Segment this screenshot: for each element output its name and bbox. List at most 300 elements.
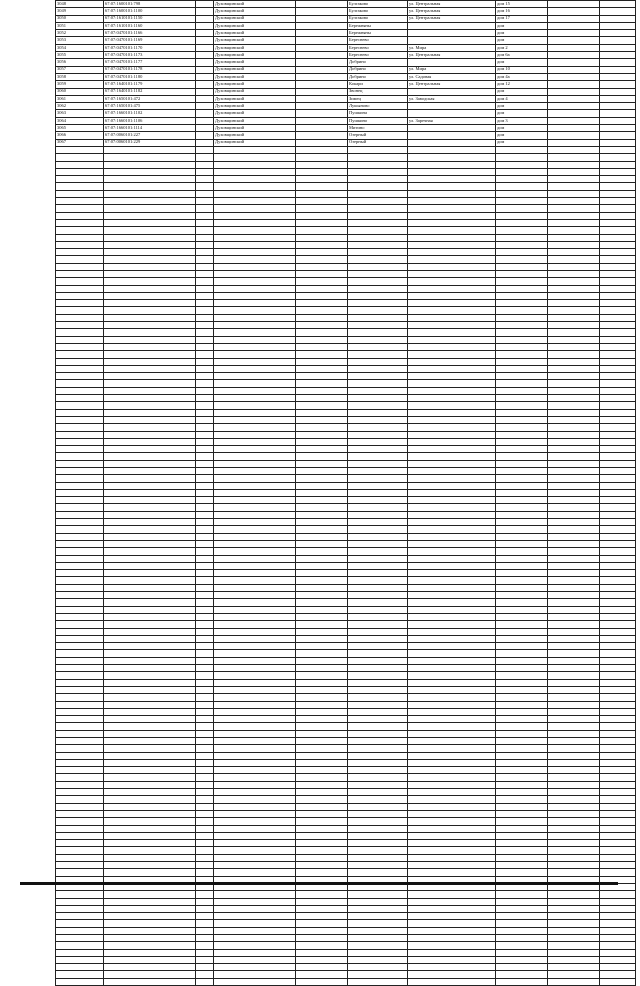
cell-extra2 bbox=[600, 263, 636, 270]
cell-district bbox=[214, 358, 296, 365]
cell-house bbox=[496, 249, 548, 256]
cell-extra1 bbox=[548, 438, 600, 445]
cell-code bbox=[104, 789, 196, 796]
cell-house bbox=[496, 358, 548, 365]
cell-num bbox=[56, 555, 104, 562]
cell-district: Духовщинский bbox=[214, 66, 296, 73]
table-row bbox=[56, 380, 636, 387]
cell-code bbox=[104, 249, 196, 256]
cell-street bbox=[408, 511, 496, 518]
cell-locality bbox=[348, 555, 408, 562]
table-row bbox=[56, 737, 636, 744]
cell-street bbox=[408, 905, 496, 912]
cell-district: Духовщинский bbox=[214, 95, 296, 102]
cell-locality-type bbox=[296, 716, 348, 723]
cell-extra1 bbox=[548, 154, 600, 161]
cell-locality-type bbox=[296, 759, 348, 766]
cell-house bbox=[496, 146, 548, 153]
table-row bbox=[56, 219, 636, 226]
cell-district bbox=[214, 409, 296, 416]
cell-num: 3058 bbox=[56, 73, 104, 80]
cell-extra1 bbox=[548, 431, 600, 438]
cell-code bbox=[104, 519, 196, 526]
cell-extra2 bbox=[600, 358, 636, 365]
cell-code bbox=[104, 402, 196, 409]
cell-street bbox=[408, 30, 496, 37]
cell-house bbox=[496, 898, 548, 905]
cell-extra2 bbox=[600, 920, 636, 927]
cell-code bbox=[104, 190, 196, 197]
cell-extra2 bbox=[600, 103, 636, 110]
cell-house bbox=[496, 913, 548, 920]
table-row bbox=[56, 898, 636, 905]
cell-num bbox=[56, 621, 104, 628]
cell-street bbox=[408, 300, 496, 307]
cell-locality bbox=[348, 504, 408, 511]
table-row bbox=[56, 438, 636, 445]
cell-blank bbox=[196, 1, 214, 8]
cell-code bbox=[104, 650, 196, 657]
table-row bbox=[56, 424, 636, 431]
cell-extra1 bbox=[548, 679, 600, 686]
cell-blank bbox=[196, 621, 214, 628]
cell-extra2 bbox=[600, 424, 636, 431]
cell-locality bbox=[348, 840, 408, 847]
cell-extra1 bbox=[548, 489, 600, 496]
cell-street bbox=[408, 606, 496, 613]
cell-blank bbox=[196, 628, 214, 635]
cell-district bbox=[214, 241, 296, 248]
cell-code bbox=[104, 694, 196, 701]
cell-district bbox=[214, 810, 296, 817]
cell-code: 67:07:0470101:1178 bbox=[104, 66, 196, 73]
cell-extra2 bbox=[600, 657, 636, 664]
cell-code bbox=[104, 927, 196, 934]
table-row bbox=[56, 343, 636, 350]
cell-district bbox=[214, 176, 296, 183]
cell-district bbox=[214, 891, 296, 898]
cell-locality: Булгаково bbox=[348, 1, 408, 8]
cell-locality bbox=[348, 767, 408, 774]
cell-extra2 bbox=[600, 577, 636, 584]
cell-code: 67:07:0060101:229 bbox=[104, 139, 196, 146]
cell-house bbox=[496, 292, 548, 299]
cell-blank bbox=[196, 891, 214, 898]
cell-street bbox=[408, 37, 496, 44]
cell-extra1 bbox=[548, 300, 600, 307]
cell-street bbox=[408, 416, 496, 423]
cell-house bbox=[496, 964, 548, 971]
cell-num bbox=[56, 789, 104, 796]
cell-street bbox=[408, 351, 496, 358]
cell-extra2 bbox=[600, 716, 636, 723]
cell-blank bbox=[196, 767, 214, 774]
cell-num bbox=[56, 146, 104, 153]
cell-blank bbox=[196, 73, 214, 80]
cell-house bbox=[496, 241, 548, 248]
cell-locality bbox=[348, 891, 408, 898]
cell-district bbox=[214, 920, 296, 927]
cell-code bbox=[104, 343, 196, 350]
table-row bbox=[56, 278, 636, 285]
cell-extra1 bbox=[548, 190, 600, 197]
cell-num bbox=[56, 898, 104, 905]
cell-blank bbox=[196, 154, 214, 161]
cell-locality bbox=[348, 956, 408, 963]
cell-locality bbox=[348, 322, 408, 329]
table-row bbox=[56, 913, 636, 920]
cell-house bbox=[496, 847, 548, 854]
cell-locality-type bbox=[296, 606, 348, 613]
cell-extra1 bbox=[548, 468, 600, 475]
cell-code bbox=[104, 358, 196, 365]
cell-district bbox=[214, 540, 296, 547]
cell-num bbox=[56, 891, 104, 898]
cell-house: дом bbox=[496, 110, 548, 117]
table-row bbox=[56, 241, 636, 248]
cell-code bbox=[104, 767, 196, 774]
cell-locality-type bbox=[296, 672, 348, 679]
cell-house bbox=[496, 475, 548, 482]
cell-blank bbox=[196, 190, 214, 197]
table-row bbox=[56, 672, 636, 679]
cell-house bbox=[496, 723, 548, 730]
cell-street bbox=[408, 285, 496, 292]
cell-locality-type bbox=[296, 730, 348, 737]
cell-locality: Озерный bbox=[348, 139, 408, 146]
cell-code bbox=[104, 533, 196, 540]
cell-locality bbox=[348, 935, 408, 942]
cell-extra1 bbox=[548, 964, 600, 971]
cell-house bbox=[496, 519, 548, 526]
cell-blank bbox=[196, 511, 214, 518]
cell-house bbox=[496, 395, 548, 402]
table-row bbox=[56, 431, 636, 438]
cell-locality bbox=[348, 329, 408, 336]
cell-blank bbox=[196, 402, 214, 409]
cell-house bbox=[496, 701, 548, 708]
cell-house bbox=[496, 832, 548, 839]
cell-code bbox=[104, 599, 196, 606]
cell-code bbox=[104, 365, 196, 372]
cell-locality bbox=[348, 847, 408, 854]
cell-district bbox=[214, 737, 296, 744]
cell-house: дом 12 bbox=[496, 81, 548, 88]
table-row bbox=[56, 1, 636, 8]
cell-locality-type bbox=[296, 139, 348, 146]
cell-street bbox=[408, 818, 496, 825]
cell-blank bbox=[196, 322, 214, 329]
cell-code bbox=[104, 956, 196, 963]
cell-street bbox=[408, 161, 496, 168]
cell-district: Духовщинский bbox=[214, 37, 296, 44]
table-row bbox=[56, 927, 636, 934]
cell-code bbox=[104, 752, 196, 759]
table-row bbox=[56, 395, 636, 402]
cell-district bbox=[214, 190, 296, 197]
cell-code: 67:07:1640101:1182 bbox=[104, 88, 196, 95]
cell-district bbox=[214, 460, 296, 467]
cell-num bbox=[56, 519, 104, 526]
cell-house bbox=[496, 190, 548, 197]
cell-district bbox=[214, 395, 296, 402]
cell-locality-type bbox=[296, 971, 348, 978]
cell-extra1 bbox=[548, 723, 600, 730]
cell-locality-type bbox=[296, 146, 348, 153]
cell-locality-type bbox=[296, 650, 348, 657]
cell-code bbox=[104, 854, 196, 861]
cell-num bbox=[56, 351, 104, 358]
cell-locality-type bbox=[296, 365, 348, 372]
cell-num: 3048 bbox=[56, 1, 104, 8]
table-row bbox=[56, 599, 636, 606]
cell-locality bbox=[348, 365, 408, 372]
cell-extra2 bbox=[600, 431, 636, 438]
cell-blank bbox=[196, 672, 214, 679]
table-row bbox=[56, 745, 636, 752]
cell-code bbox=[104, 227, 196, 234]
cell-locality bbox=[348, 511, 408, 518]
cell-locality: Лукьяново bbox=[348, 103, 408, 110]
cell-extra1 bbox=[548, 504, 600, 511]
cell-locality bbox=[348, 533, 408, 540]
cell-street bbox=[408, 198, 496, 205]
cell-street bbox=[408, 847, 496, 854]
cell-district bbox=[214, 270, 296, 277]
cell-extra2 bbox=[600, 88, 636, 95]
cell-locality bbox=[348, 519, 408, 526]
cell-num bbox=[56, 285, 104, 292]
cell-district: Духовщинский bbox=[214, 8, 296, 15]
table-row bbox=[56, 810, 636, 817]
cell-num bbox=[56, 424, 104, 431]
cell-extra2 bbox=[600, 110, 636, 117]
cell-extra2 bbox=[600, 22, 636, 29]
cell-locality-type bbox=[296, 978, 348, 985]
cell-extra1 bbox=[548, 708, 600, 715]
cell-house bbox=[496, 183, 548, 190]
table-row bbox=[56, 657, 636, 664]
cell-district bbox=[214, 154, 296, 161]
cell-extra2 bbox=[600, 686, 636, 693]
cell-num bbox=[56, 402, 104, 409]
cell-code bbox=[104, 424, 196, 431]
cell-extra2 bbox=[600, 278, 636, 285]
cell-locality-type bbox=[296, 37, 348, 44]
cell-blank bbox=[196, 256, 214, 263]
cell-blank bbox=[196, 803, 214, 810]
table-row bbox=[56, 511, 636, 518]
cell-locality bbox=[348, 468, 408, 475]
cell-locality-type bbox=[296, 460, 348, 467]
cell-locality-type bbox=[296, 307, 348, 314]
cell-num bbox=[56, 723, 104, 730]
cell-locality bbox=[348, 154, 408, 161]
cell-num bbox=[56, 825, 104, 832]
cell-street bbox=[408, 956, 496, 963]
cell-code bbox=[104, 774, 196, 781]
cell-extra1 bbox=[548, 387, 600, 394]
table-row bbox=[56, 847, 636, 854]
cell-extra1 bbox=[548, 555, 600, 562]
cell-locality: Бережняны bbox=[348, 30, 408, 37]
cell-street bbox=[408, 270, 496, 277]
cell-house bbox=[496, 198, 548, 205]
cell-extra2 bbox=[600, 840, 636, 847]
cell-extra2 bbox=[600, 322, 636, 329]
cell-locality: Береснево bbox=[348, 37, 408, 44]
cell-num bbox=[56, 468, 104, 475]
cell-extra2 bbox=[600, 416, 636, 423]
table-row bbox=[56, 767, 636, 774]
cell-extra1 bbox=[548, 95, 600, 102]
cell-code bbox=[104, 803, 196, 810]
cell-code bbox=[104, 562, 196, 569]
table-row bbox=[56, 307, 636, 314]
cell-extra2 bbox=[600, 482, 636, 489]
cell-locality-type bbox=[296, 723, 348, 730]
cell-street: ул. Центральная bbox=[408, 81, 496, 88]
cell-house bbox=[496, 314, 548, 321]
cell-district bbox=[214, 292, 296, 299]
table-row bbox=[56, 818, 636, 825]
cell-locality: Береснево bbox=[348, 52, 408, 59]
cell-district bbox=[214, 387, 296, 394]
cell-locality-type bbox=[296, 358, 348, 365]
cell-num bbox=[56, 504, 104, 511]
cell-num bbox=[56, 599, 104, 606]
cell-locality-type bbox=[296, 22, 348, 29]
cell-blank bbox=[196, 592, 214, 599]
cell-district: Духовщинский bbox=[214, 15, 296, 22]
cell-code bbox=[104, 935, 196, 942]
cell-house bbox=[496, 942, 548, 949]
table-row bbox=[56, 263, 636, 270]
cell-extra1 bbox=[548, 373, 600, 380]
table-row bbox=[56, 132, 636, 139]
cell-extra1 bbox=[548, 606, 600, 613]
cell-extra2 bbox=[600, 519, 636, 526]
cell-street bbox=[408, 380, 496, 387]
cell-extra1 bbox=[548, 395, 600, 402]
cell-blank bbox=[196, 540, 214, 547]
cell-locality: Митино bbox=[348, 125, 408, 132]
cell-house: дом bbox=[496, 30, 548, 37]
table-row bbox=[56, 752, 636, 759]
cell-code bbox=[104, 489, 196, 496]
cell-extra1 bbox=[548, 15, 600, 22]
cell-code bbox=[104, 643, 196, 650]
cell-num bbox=[56, 540, 104, 547]
cell-locality-type bbox=[296, 176, 348, 183]
table-row bbox=[56, 8, 636, 15]
cell-street bbox=[408, 402, 496, 409]
cell-street bbox=[408, 358, 496, 365]
cell-locality bbox=[348, 256, 408, 263]
cell-extra2 bbox=[600, 679, 636, 686]
cell-street bbox=[408, 59, 496, 66]
cell-num bbox=[56, 380, 104, 387]
cell-street: ул. Заречная bbox=[408, 117, 496, 124]
cell-house bbox=[496, 679, 548, 686]
cell-blank bbox=[196, 205, 214, 212]
cell-code bbox=[104, 555, 196, 562]
cell-code bbox=[104, 810, 196, 817]
table-row bbox=[56, 891, 636, 898]
cell-locality-type bbox=[296, 15, 348, 22]
cell-extra1 bbox=[548, 854, 600, 861]
cell-street bbox=[408, 548, 496, 555]
cell-locality-type bbox=[296, 599, 348, 606]
cell-extra1 bbox=[548, 905, 600, 912]
cell-house: дом bbox=[496, 59, 548, 66]
table-row bbox=[56, 759, 636, 766]
cell-house bbox=[496, 504, 548, 511]
cell-blank bbox=[196, 438, 214, 445]
cell-blank bbox=[196, 935, 214, 942]
cell-blank bbox=[196, 584, 214, 591]
cell-extra1 bbox=[548, 650, 600, 657]
cell-code bbox=[104, 913, 196, 920]
cell-code bbox=[104, 292, 196, 299]
table-row bbox=[56, 270, 636, 277]
cell-blank bbox=[196, 249, 214, 256]
cell-extra1 bbox=[548, 256, 600, 263]
cell-locality-type bbox=[296, 840, 348, 847]
cell-district bbox=[214, 212, 296, 219]
cell-locality-type bbox=[296, 862, 348, 869]
table-row bbox=[56, 533, 636, 540]
table-row bbox=[56, 66, 636, 73]
cell-district: Духовщинский bbox=[214, 1, 296, 8]
cell-street bbox=[408, 584, 496, 591]
cell-locality-type bbox=[296, 592, 348, 599]
cell-code bbox=[104, 307, 196, 314]
cell-locality bbox=[348, 781, 408, 788]
cell-locality-type bbox=[296, 52, 348, 59]
cell-locality bbox=[348, 380, 408, 387]
cell-extra1 bbox=[548, 767, 600, 774]
cell-street bbox=[408, 599, 496, 606]
cell-blank bbox=[196, 424, 214, 431]
cell-code bbox=[104, 212, 196, 219]
cell-district bbox=[214, 343, 296, 350]
cell-code: 67:07:1610101:1150 bbox=[104, 15, 196, 22]
cell-locality-type bbox=[296, 570, 348, 577]
cell-house bbox=[496, 234, 548, 241]
cell-house bbox=[496, 351, 548, 358]
cell-locality bbox=[348, 460, 408, 467]
cell-extra2 bbox=[600, 803, 636, 810]
table-row bbox=[56, 854, 636, 861]
cell-num bbox=[56, 759, 104, 766]
cell-code: 67:07:1650101:472 bbox=[104, 95, 196, 102]
table-row bbox=[56, 52, 636, 59]
cell-extra1 bbox=[548, 803, 600, 810]
cell-num bbox=[56, 905, 104, 912]
cell-district bbox=[214, 438, 296, 445]
cell-house bbox=[496, 949, 548, 956]
cell-district bbox=[214, 548, 296, 555]
cell-code bbox=[104, 570, 196, 577]
cell-num bbox=[56, 657, 104, 664]
cell-house bbox=[496, 424, 548, 431]
cell-num bbox=[56, 241, 104, 248]
cell-code bbox=[104, 818, 196, 825]
table-row bbox=[56, 358, 636, 365]
cell-locality bbox=[348, 920, 408, 927]
cell-extra2 bbox=[600, 927, 636, 934]
